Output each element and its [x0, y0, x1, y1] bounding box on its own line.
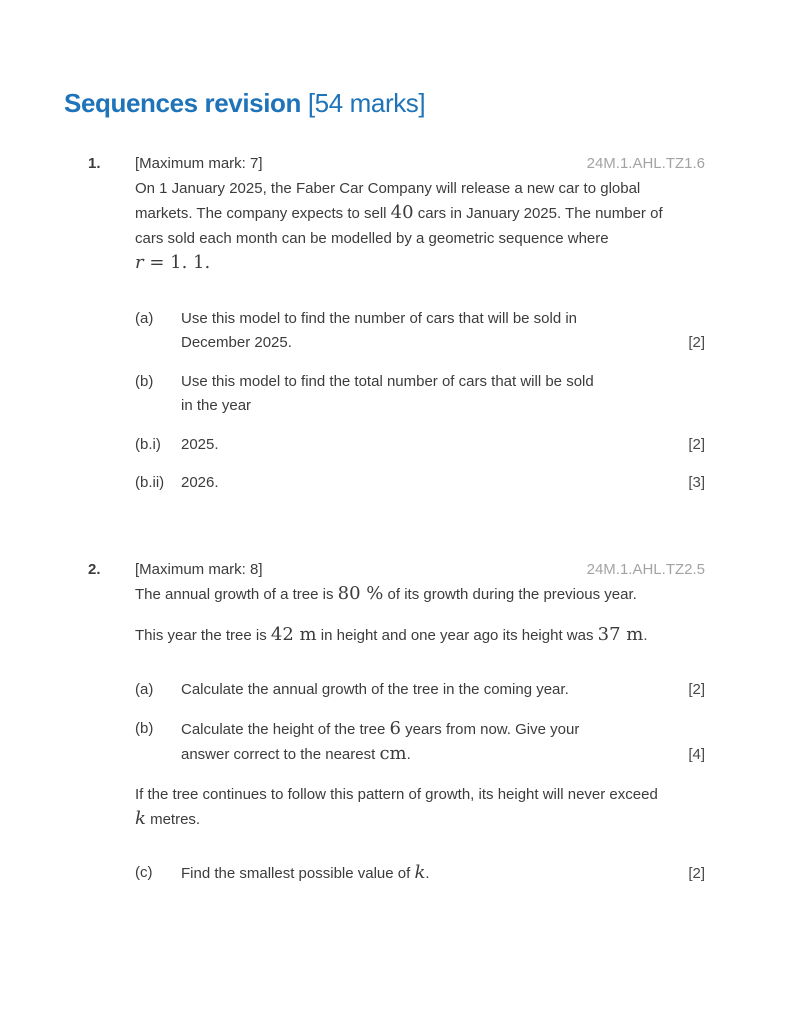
part-row-b-i — [135, 433, 705, 458]
text-line — [135, 251, 705, 277]
question-2-body — [135, 582, 705, 886]
text-segment: of its growth during the previous year. — [383, 586, 637, 603]
part-row-a — [135, 307, 705, 356]
text-line — [181, 433, 678, 458]
part-label: (b) — [135, 372, 154, 390]
question-1-parts — [135, 307, 705, 496]
math-segment: 37 m — [597, 623, 644, 645]
part-marks: [2] — [688, 334, 705, 351]
text-segment: The annual growth of a tree is — [135, 586, 338, 603]
math-segment: k — [414, 861, 426, 883]
question-reference: 24M.1.AHL.TZ1.6 — [586, 155, 705, 172]
question-2 — [88, 558, 705, 887]
title-text: Sequences revision — [64, 88, 302, 118]
note-paragraph — [135, 783, 705, 833]
part-label: (b.i) — [135, 435, 161, 453]
text-segment: 2025. — [181, 435, 219, 453]
part-marks: [4] — [688, 746, 705, 763]
text-line — [181, 370, 695, 395]
part-row-b — [135, 370, 705, 419]
text-segment: answer correct to the nearest — [181, 746, 380, 763]
text-line — [135, 177, 705, 202]
text-segment: December 2025. — [181, 334, 292, 351]
math-segment: r — [135, 252, 144, 273]
text-segment: Calculate the annual growth of the tree in the coming year. — [181, 681, 569, 698]
part-row-b-ii — [135, 471, 705, 496]
text-segment: years from now. Give your — [400, 720, 580, 738]
question-intro-paragraph — [135, 623, 705, 649]
text-segment: 2026. — [181, 474, 219, 491]
question-max-mark: [Maximum mark: 7] — [135, 155, 263, 172]
part-row-c — [135, 861, 705, 887]
text-segment: markets. The company expects to sell — [135, 205, 391, 222]
text-segment: This year the tree is — [135, 626, 271, 644]
text-line — [181, 394, 695, 419]
part-text — [181, 433, 678, 458]
part-text — [181, 678, 678, 703]
part-text — [181, 370, 695, 419]
text-line — [181, 471, 678, 496]
question-2-header — [88, 558, 705, 583]
math-segment: 42 m — [270, 623, 317, 645]
text-segment: Calculate the height of the tree — [181, 720, 390, 738]
question-max-mark: [Maximum mark: 8] — [135, 560, 263, 578]
part-text — [181, 307, 678, 356]
text-line — [181, 307, 678, 332]
part-label: (b) — [135, 719, 154, 737]
question-number: 2. — [88, 560, 101, 578]
math-segment: 80 % — [337, 583, 384, 604]
text-line — [135, 582, 705, 608]
part-label: (a) — [135, 681, 154, 698]
part-marks: [3] — [688, 474, 705, 491]
text-line — [135, 201, 705, 227]
math-segment: 40 — [390, 202, 414, 223]
question-2-parts-continued — [135, 861, 705, 887]
question-number: 1. — [88, 155, 101, 172]
math-segment: 6 — [389, 717, 401, 739]
part-text — [181, 471, 678, 496]
text-segment: Use this model to find the number of cars that will be sold in — [181, 309, 578, 327]
part-marks: [2] — [688, 864, 705, 882]
text-segment: metres. — [145, 811, 201, 828]
text-segment: in the year — [181, 397, 252, 414]
question-intro-paragraph — [135, 582, 705, 608]
text-line — [181, 861, 678, 887]
text-segment: . — [425, 864, 430, 882]
text-line — [181, 678, 678, 703]
text-segment: On 1 January 2025, the Faber Car Company will release a new car to global — [135, 179, 641, 197]
title-total-marks: [54 marks] — [301, 88, 426, 118]
question-2-parts — [135, 678, 705, 768]
math-segment: = 1. 1. — [143, 252, 211, 273]
text-line — [135, 807, 705, 833]
part-label: (b.ii) — [135, 474, 165, 491]
part-row-b — [135, 717, 705, 768]
question-1-body — [135, 177, 705, 496]
text-line — [181, 331, 678, 356]
text-segment: Find the smallest possible value of — [181, 864, 415, 882]
text-line — [181, 742, 678, 768]
text-line — [181, 717, 678, 743]
math-segment: k — [135, 808, 146, 829]
part-marks: [2] — [688, 435, 705, 453]
part-label: (c) — [135, 863, 153, 881]
part-row-a — [135, 678, 705, 703]
page-title — [64, 86, 705, 120]
text-segment: If the tree continues to follow this pattern of growth, its height will never exceed — [135, 785, 658, 803]
question-intro-paragraph — [135, 177, 705, 277]
text-segment: in height and one year ago its height was — [316, 626, 598, 644]
text-line — [135, 623, 705, 649]
question-1-header — [88, 152, 705, 177]
math-segment: cm — [379, 743, 407, 764]
part-marks: [2] — [688, 681, 705, 698]
text-segment: . — [643, 626, 648, 644]
text-segment: cars sold each month can be modelled by a geometric sequence where — [135, 229, 609, 247]
text-segment: cars in January 2025. The number of — [413, 205, 663, 222]
part-label: (a) — [135, 309, 154, 327]
part-text — [181, 861, 678, 887]
text-line — [135, 783, 705, 808]
question-reference: 24M.1.AHL.TZ2.5 — [586, 560, 705, 578]
text-line — [135, 227, 705, 252]
text-segment: . — [406, 746, 411, 763]
part-text — [181, 717, 678, 768]
question-1 — [88, 152, 705, 496]
text-segment: Use this model to find the total number of cars that will be sold — [181, 372, 594, 390]
